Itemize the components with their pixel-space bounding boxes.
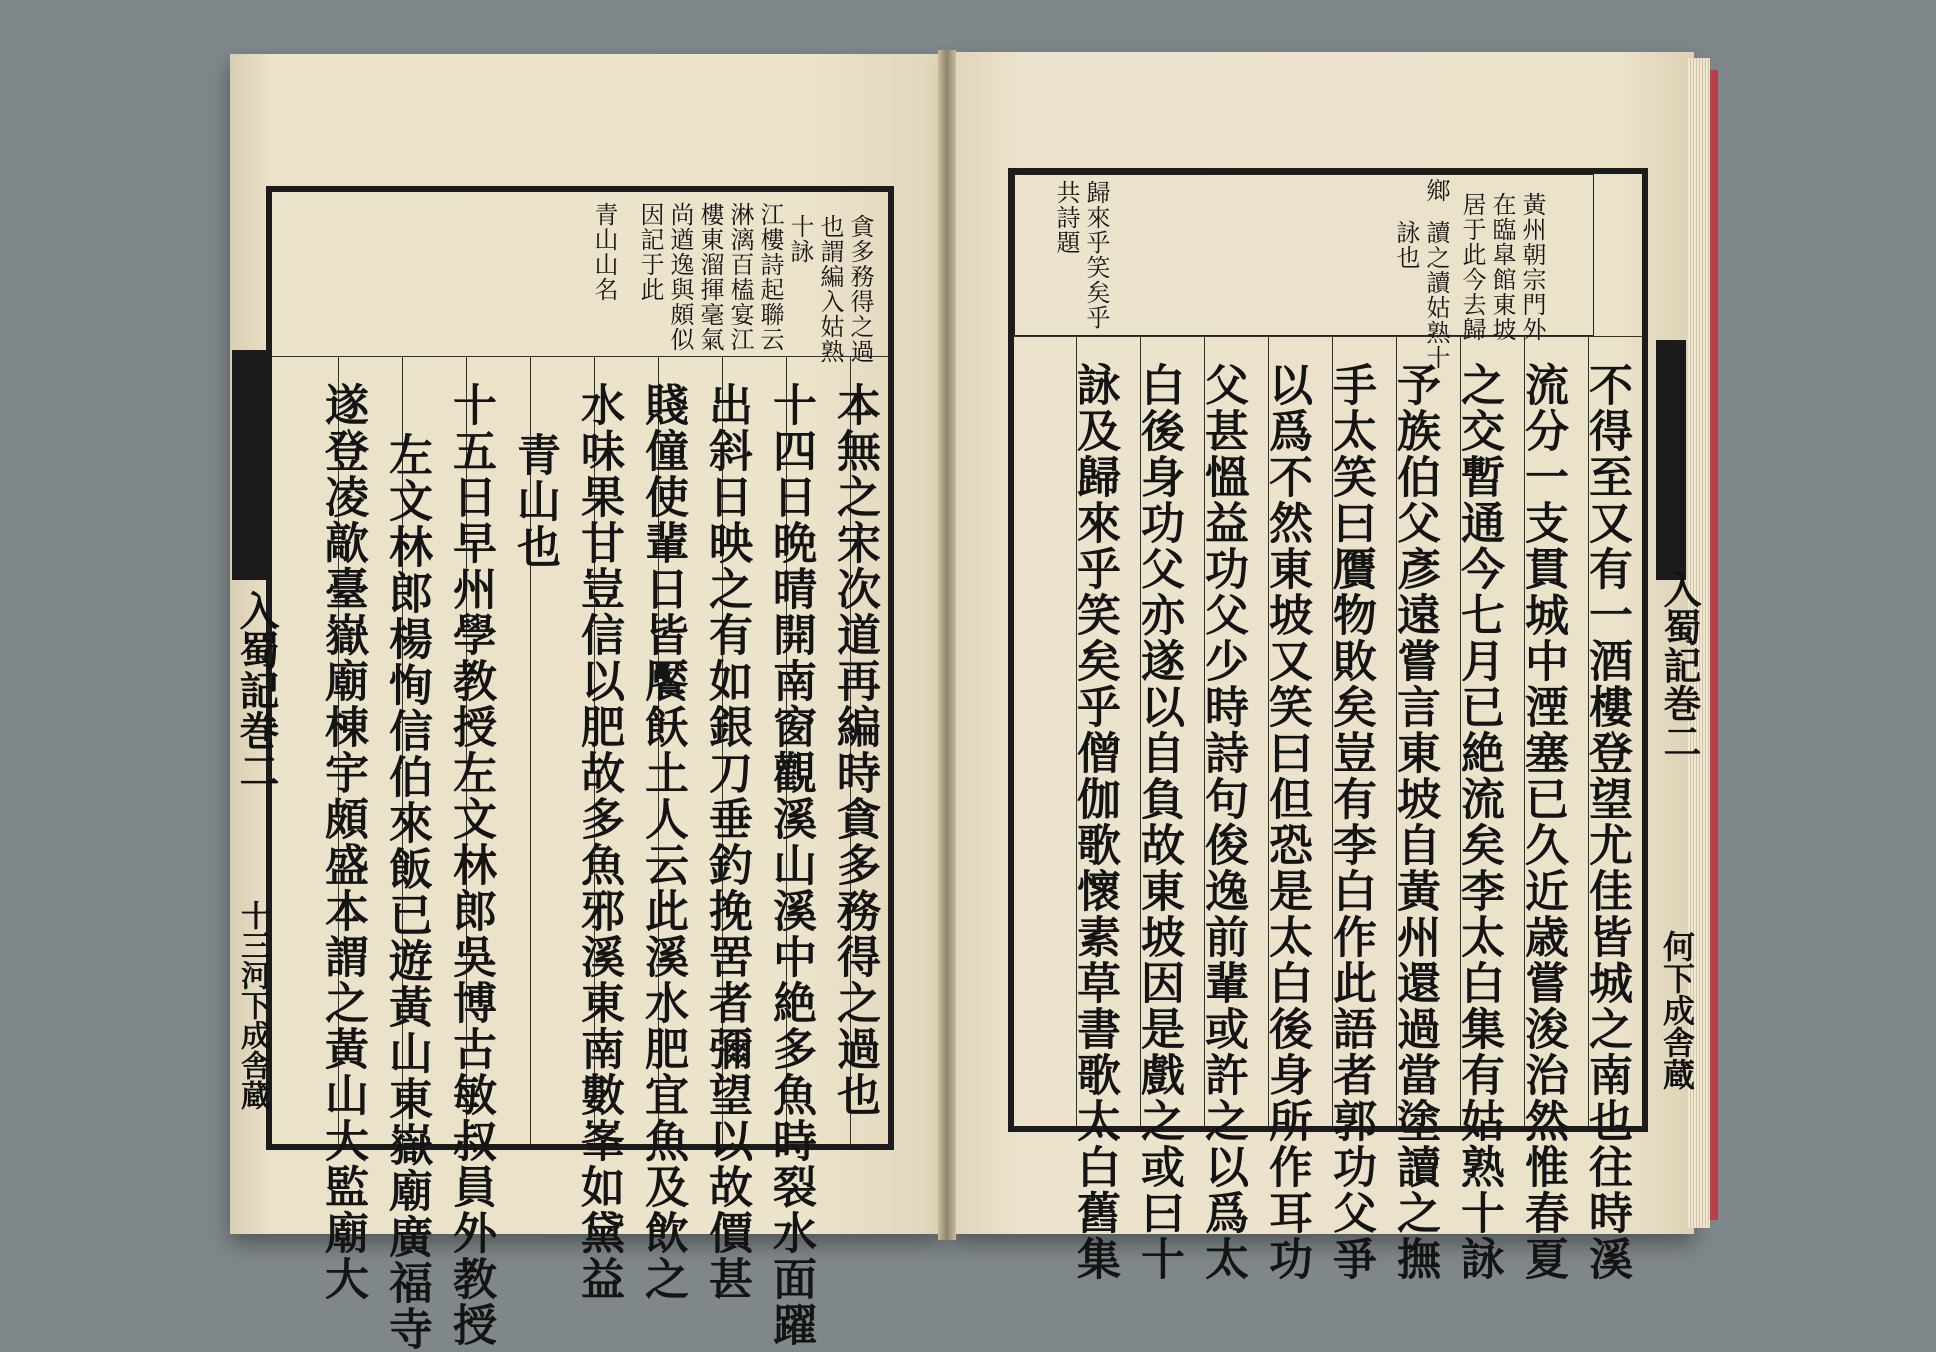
book-gutter	[938, 50, 956, 1240]
left-text-col-4: 賤僮使輩日皆饜飫土人云此溪水肥宜魚及飲之	[637, 382, 688, 1302]
left-text-col-2: 十四日晩晴開南窗觀溪山溪中絶多魚時裂水面躍	[765, 382, 816, 1348]
right-text-col-3: 之交暫通今七月已絶流矣李太白集有姑熟十詠	[1453, 362, 1504, 1282]
right-fold-black-bar	[1656, 340, 1686, 580]
left-text-col-7: 十五日早州學教授左文林郎吳博古敏叔員外教授	[445, 382, 496, 1348]
right-note-col-5: 讀之讀姑熟十	[1422, 220, 1450, 370]
left-note-col-9: 青山山名	[590, 202, 618, 302]
left-note-col-7: 尚遒逸與頗似	[666, 202, 694, 352]
right-note-col-1: 黃州朝宗門外	[1518, 192, 1546, 342]
right-text-col-7: 父甚慍益功父少時詩句俊逸前輩或許之以爲太	[1197, 362, 1248, 1282]
right-text-col-6: 以爲不然東坡又笑曰但恐是太白後身所作耳功	[1261, 362, 1312, 1282]
left-text-col-3: 出斜日映之有如銀刀垂釣挽罟者彌望以故價甚	[701, 382, 752, 1302]
left-text-col-9: 遂登凌歊臺嶽廟棟宇頗盛本謂之黃山大監廟大	[317, 382, 368, 1302]
right-note-col-2: 在臨皐館東坡	[1488, 192, 1516, 342]
left-note-col-3: 十詠	[786, 214, 814, 264]
left-text-frame	[266, 186, 894, 1352]
left-text-col-6: 青山也	[509, 432, 560, 570]
right-text-col-5: 手太笑曰贋物敗矣豈有李白作此語者郭功父爭	[1325, 362, 1376, 1282]
left-note-col-4: 江樓詩起聯云	[756, 202, 784, 352]
right-text-col-9: 詠及歸來乎笑矣乎僧伽歌懷素草書歌太白舊集	[1069, 362, 1120, 1282]
right-fold-title: 入蜀記巻二	[1657, 570, 1702, 760]
right-text-col-2: 流分一支貫城中湮塞已久近歳嘗浚治然惟春夏	[1517, 362, 1568, 1282]
right-text-frame	[1008, 168, 1648, 1282]
left-fold-title: 入蜀記巻二	[233, 590, 280, 790]
right-note-col-6: 詠也	[1392, 220, 1420, 270]
left-note-col-2: 也謂編入姑熟	[816, 214, 844, 364]
left-note-col-5: 淋漓百榼宴江	[726, 202, 754, 352]
right-note-col-4: 鄉	[1422, 178, 1450, 203]
left-text-col-1: 本無之宋次道再編時貪多務得之過也	[829, 382, 880, 1118]
left-head-rule	[272, 356, 888, 357]
right-note-col-7: 歸來乎笑矣乎	[1082, 180, 1110, 330]
left-fold-footer: 十三河下成舎蔵	[235, 900, 270, 1110]
right-text-col-4: 予族伯父彥遠嘗言東坡自黃州還過當塗讀之撫	[1389, 362, 1440, 1282]
right-note-col-8: 共詩題	[1052, 180, 1080, 255]
left-fold-black-bar	[232, 350, 266, 580]
left-note-col-1: 貪多務得之過	[846, 214, 874, 364]
left-text-col-5: 水味果甘豈信以肥故多魚邪溪東南數峯如黛益	[573, 382, 624, 1302]
left-note-col-6: 樓東溜揮毫氣	[696, 202, 724, 352]
right-note-col-3: 居于此今去歸	[1458, 192, 1486, 342]
left-text-col-8: 左文林郎楊恂信伯來飯已遊黃山東嶽廟廣福寺	[381, 432, 432, 1352]
left-note-col-8: 因記于此	[636, 202, 664, 302]
right-head-rule	[1014, 336, 1642, 337]
right-text-col-8: 白後身功父亦遂以自負故東坡因是戲之或曰十	[1133, 362, 1184, 1282]
right-fold-footer: 何下成舎蔵	[1658, 930, 1696, 1090]
open-book	[222, 50, 1718, 1352]
red-book-edge	[1710, 70, 1718, 1220]
right-text-col-1: 不得至又有一酒樓登望尤佳皆城之南也往時溪	[1581, 362, 1632, 1282]
